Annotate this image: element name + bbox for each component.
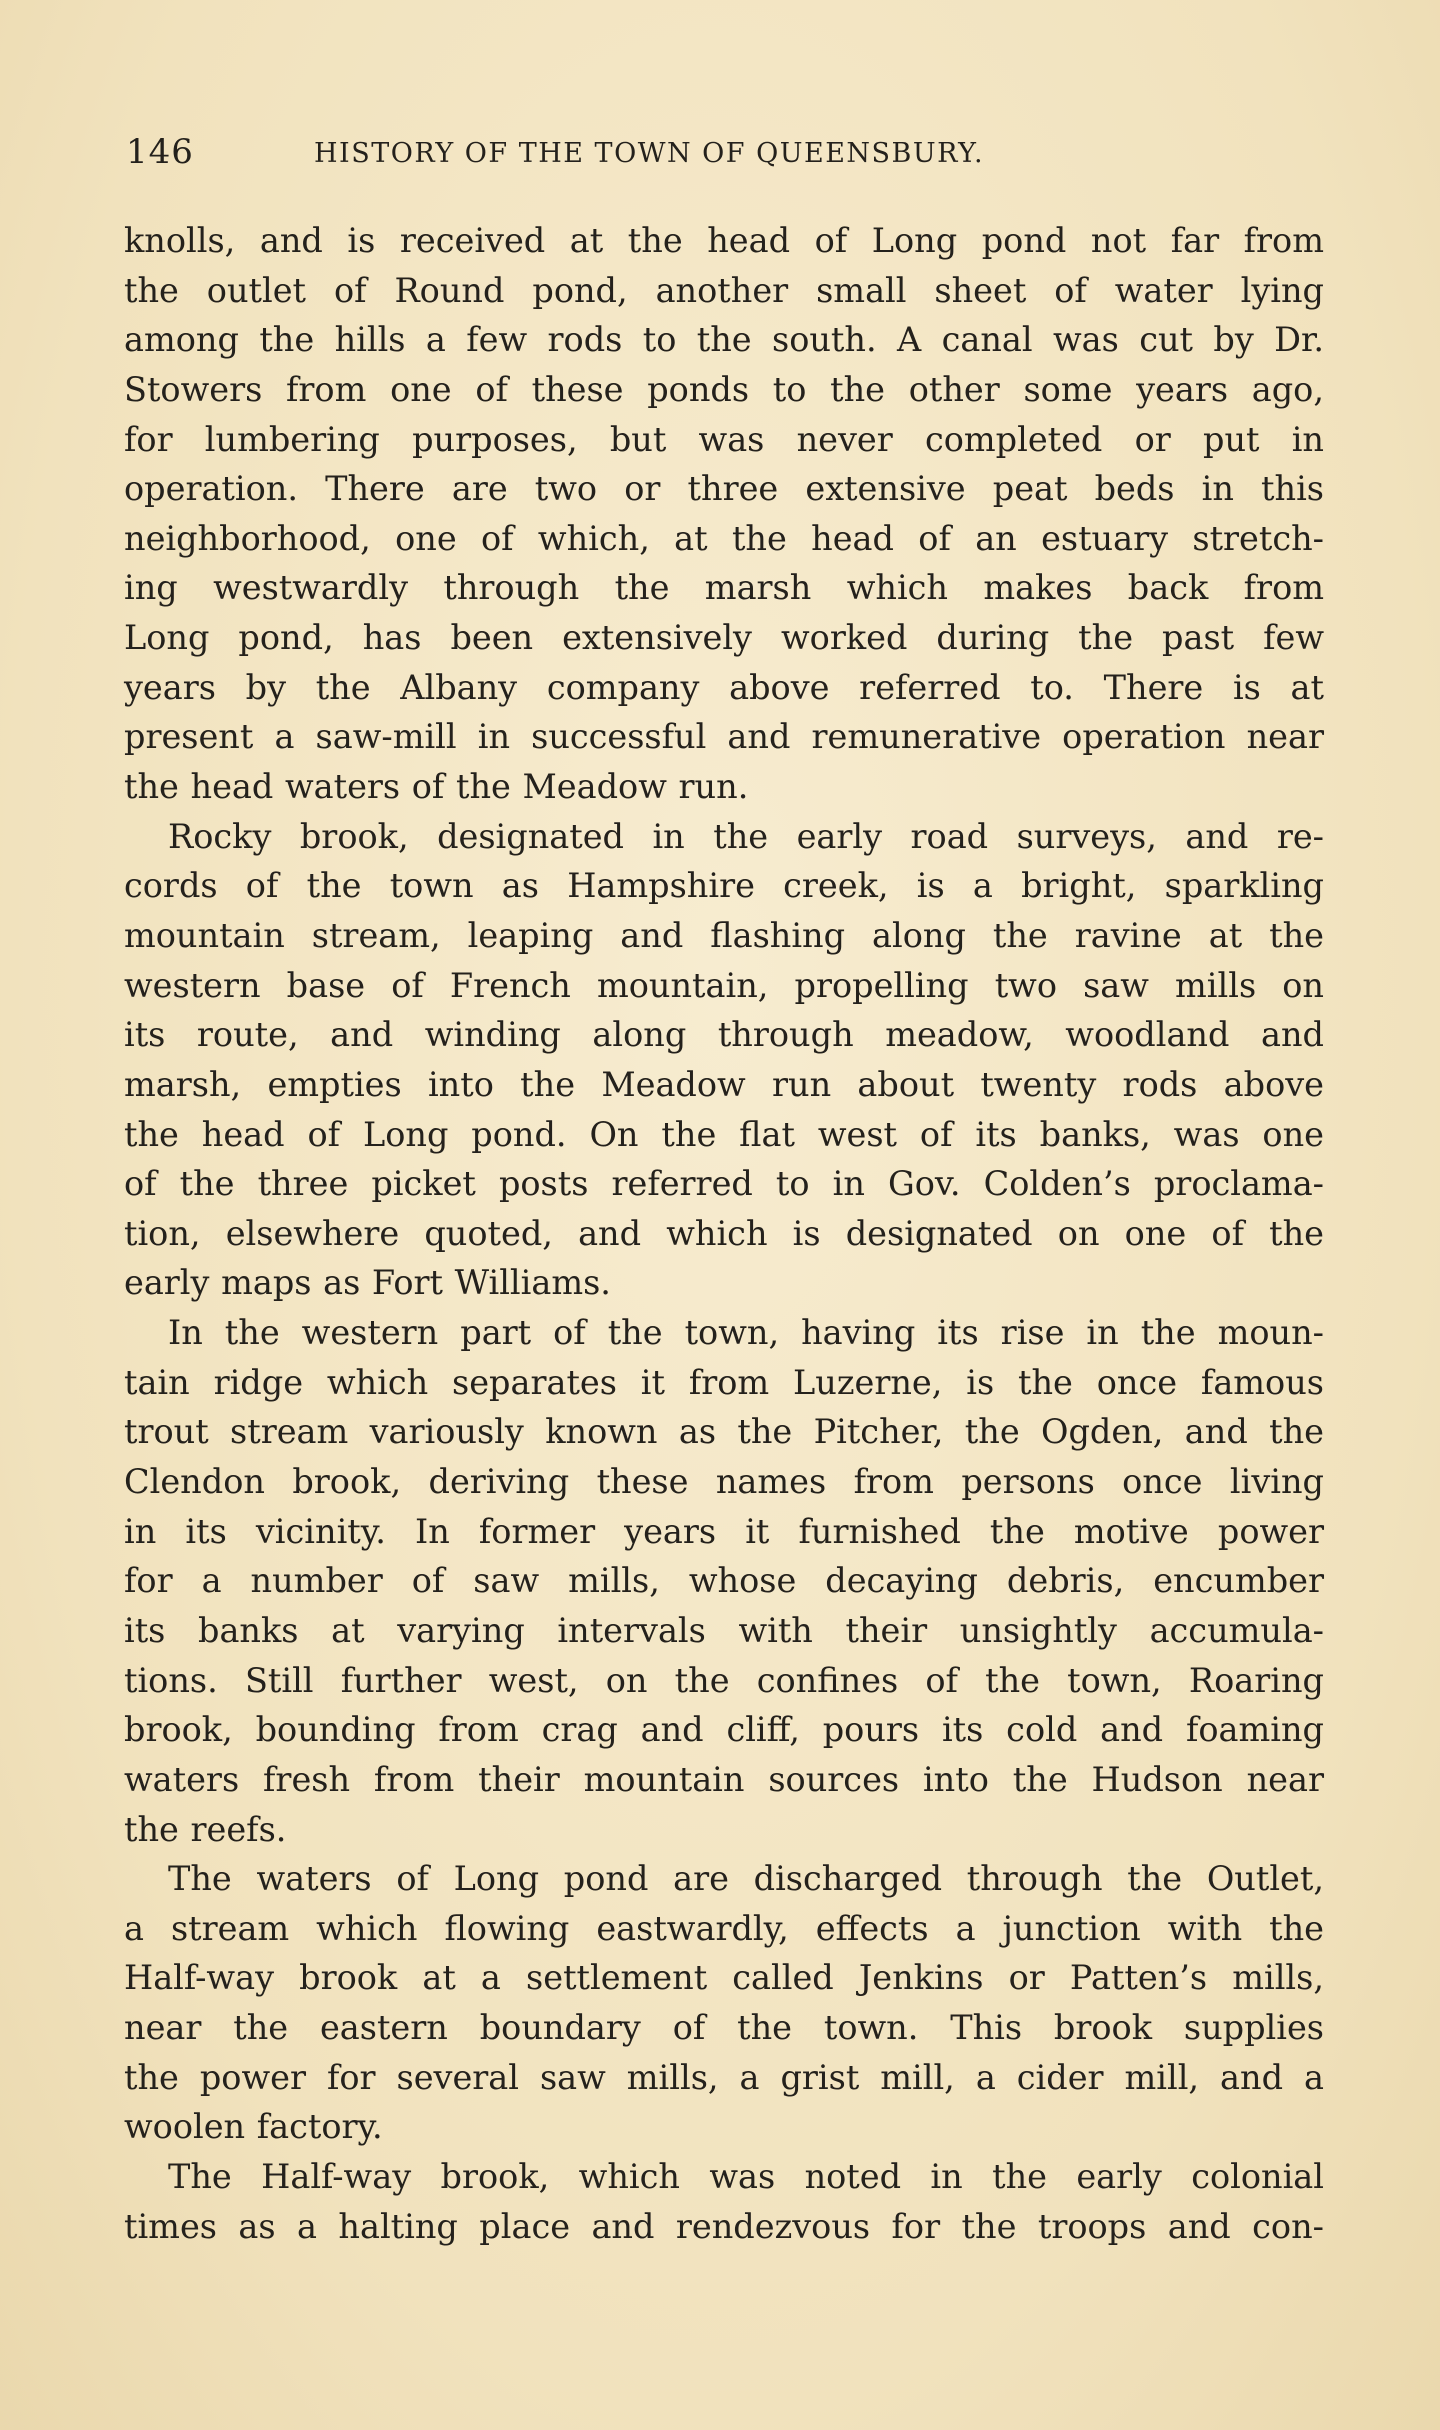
text-line: operation. There are two or three extensive peat beds in this [124, 469, 1324, 509]
text-line: times as a halting place and rendezvous for the troops and con- [124, 2206, 1324, 2246]
text-line: the power for several saw mills, a grist mill, a cider mill, and a [124, 2057, 1324, 2097]
text-line: marsh, empties into the Meadow run about twenty rods above [124, 1064, 1324, 1104]
page-number: 146 [126, 132, 194, 172]
text-line: its banks at varying intervals with their unsightly accumula- [124, 1610, 1324, 1650]
text-line: Half-way brook at a settlement called Jenkins or Patten’s mills, [124, 1958, 1324, 1998]
body-text [124, 216, 1324, 2251]
text-line: among the hills a few rods to the south. A canal was cut by Dr. [124, 320, 1324, 360]
text-line: The waters of Long pond are discharged through the Outlet, [168, 1859, 1324, 1899]
text-line: In the western part of the town, having its rise in the moun- [168, 1313, 1324, 1353]
text-line: for lumbering purposes, but was never completed or put in [124, 419, 1324, 459]
text-line: of the three picket posts referred to in Gov. Colden’s proclama- [124, 1164, 1324, 1204]
text-line: early maps as Fort Williams. [124, 1263, 611, 1303]
running-head: HISTORY OF THE TOWN OF QUEENSBURY. [314, 138, 985, 169]
text-line: The Half-way brook, which was noted in the early colonial [168, 2156, 1324, 2196]
text-line: the reefs. [124, 1809, 287, 1849]
text-line: mountain stream, leaping and flashing along the ravine at the [124, 915, 1324, 955]
text-line: brook, bounding from crag and cliff, pours its cold and foaming [124, 1710, 1324, 1750]
text-line: tions. Still further west, on the confines of the town, Roaring [124, 1660, 1324, 1700]
text-line: the head of Long pond. On the flat west of its banks, was one [124, 1114, 1324, 1154]
text-line: neighborhood, one of which, at the head of an estuary stretch- [124, 518, 1324, 558]
text-line: its route, and winding along through meadow, woodland and [124, 1015, 1324, 1055]
text-line: cords of the town as Hampshire creek, is a bright, sparkling [124, 866, 1324, 906]
text-line: tain ridge which separates it from Luzerne, is the once famous [124, 1362, 1324, 1402]
text-line: Long pond, has been extensively worked during the past few [124, 618, 1324, 658]
text-line: Clendon brook, deriving these names from persons once living [124, 1462, 1324, 1502]
text-line: Stowers from one of these ponds to the other some years ago, [124, 369, 1324, 409]
text-line: knolls, and is received at the head of Long pond not far from [124, 221, 1324, 260]
text-line: the head waters of the Meadow run. [124, 767, 749, 807]
text-line: a stream which flowing eastwardly, effects a junction with the [124, 1908, 1324, 1948]
text-line: in its vicinity. In former years it furnished the motive power [124, 1511, 1324, 1551]
text-line: woolen factory. [124, 2107, 383, 2147]
text-line: the outlet of Round pond, another small sheet of water lying [124, 270, 1324, 310]
page-header [126, 132, 1326, 182]
text-line: tion, elsewhere quoted, and which is designated on one of the [124, 1213, 1324, 1253]
text-line: western base of French mountain, propelling two saw mills on [124, 965, 1324, 1005]
text-line: for a number of saw mills, whose decaying debris, encumber [124, 1561, 1324, 1601]
text-line: trout stream variously known as the Pitcher, the Ogden, and the [124, 1412, 1324, 1452]
text-line: present a saw-mill in successful and remunerative operation near [124, 717, 1324, 757]
text-line: years by the Albany company above referred to. There is at [124, 667, 1324, 707]
text-line: Rocky brook, designated in the early road surveys, and re- [168, 816, 1324, 856]
text-line: near the eastern boundary of the town. This brook supplies [124, 2008, 1324, 2048]
text-line: waters fresh from their mountain sources into the Hudson near [124, 1759, 1324, 1799]
text-line: ing westwardly through the marsh which makes back from [124, 568, 1324, 608]
